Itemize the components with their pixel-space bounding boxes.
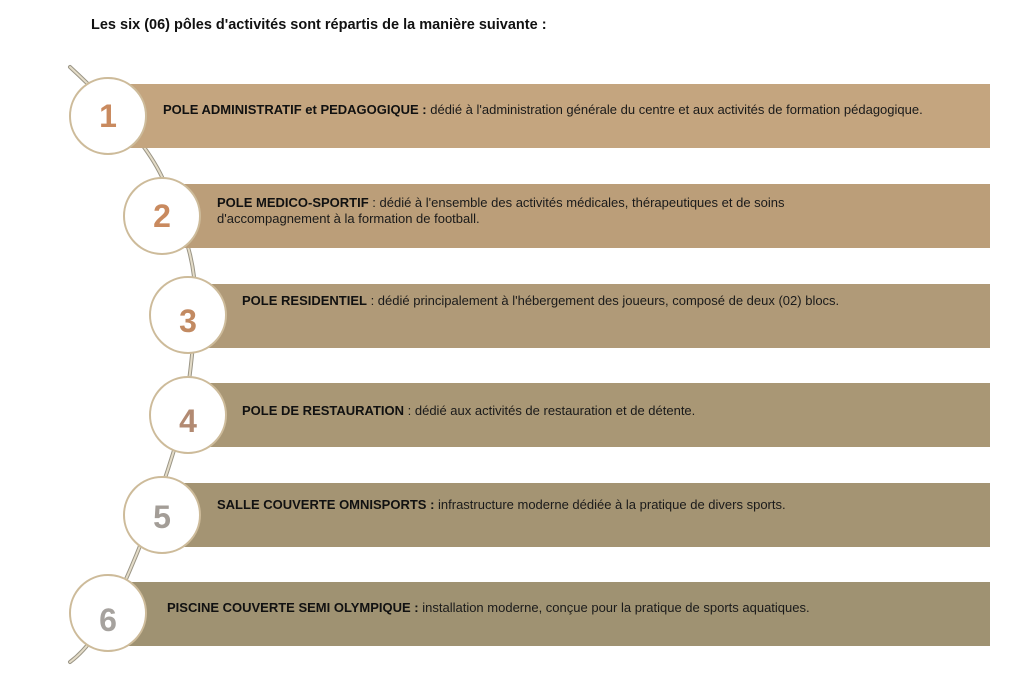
- text-salle-omnisports: [217, 497, 957, 513]
- number-6: 6: [99, 601, 117, 638]
- label-piscine-olympique: PISCINE COUVERTE SEMI OLYMPIQUE :: [167, 600, 419, 615]
- page-title: Les six (06) pôles d'activités sont répartis de la manière suivante :: [91, 17, 547, 33]
- label-pole-restauration: POLE DE RESTAURATION: [242, 403, 405, 418]
- desc-pole-administratif: dédié à l'administration générale du centre et aux activités de formation pédagogique.: [426, 102, 923, 117]
- text-pole-residentiel: [242, 293, 962, 309]
- text-piscine-olympique: [167, 600, 947, 616]
- number-circle-1: [69, 77, 147, 155]
- label-pole-residentiel: POLE RESIDENTIEL: [242, 293, 367, 308]
- text-pole-restauration: [242, 403, 962, 419]
- text-pole-medico-sportif: [217, 195, 877, 227]
- number-3: 3: [179, 302, 197, 339]
- band-salle-omnisports: [172, 483, 990, 547]
- number-circle-6: [69, 574, 147, 652]
- number-2: 2: [153, 197, 171, 234]
- desc-salle-omnisports: infrastructure moderne dédiée à la pratique de divers sports.: [434, 497, 786, 512]
- number-circle-3: [149, 276, 227, 354]
- number-4: 4: [179, 402, 197, 439]
- number-5: 5: [153, 498, 171, 535]
- label-pole-administratif: POLE ADMINISTRATIF et PEDAGOGIQUE :: [163, 102, 427, 117]
- desc-piscine-olympique: installation moderne, conçue pour la pratique de sports aquatiques.: [418, 600, 810, 615]
- desc-pole-restauration: : dédié aux activités de restauration et de détente.: [404, 403, 696, 418]
- number-1: 1: [99, 97, 117, 134]
- number-circle-2: [123, 177, 201, 255]
- number-circle-4: [149, 376, 227, 454]
- label-salle-omnisports: SALLE COUVERTE OMNISPORTS :: [217, 497, 435, 512]
- label-pole-medico-sportif: POLE MEDICO-SPORTIF: [217, 195, 369, 210]
- desc-pole-residentiel: : dédié principalement à l'hébergement des joueurs, composé de deux (02) blocs.: [366, 293, 840, 308]
- number-circle-5: [123, 476, 201, 554]
- desc-pole-medico-sportif: : dédié à l'ensemble des activités médicales, thérapeutiques et de soins d'accompagnement à la formation de football.: [217, 195, 785, 226]
- text-pole-administratif: [163, 102, 953, 118]
